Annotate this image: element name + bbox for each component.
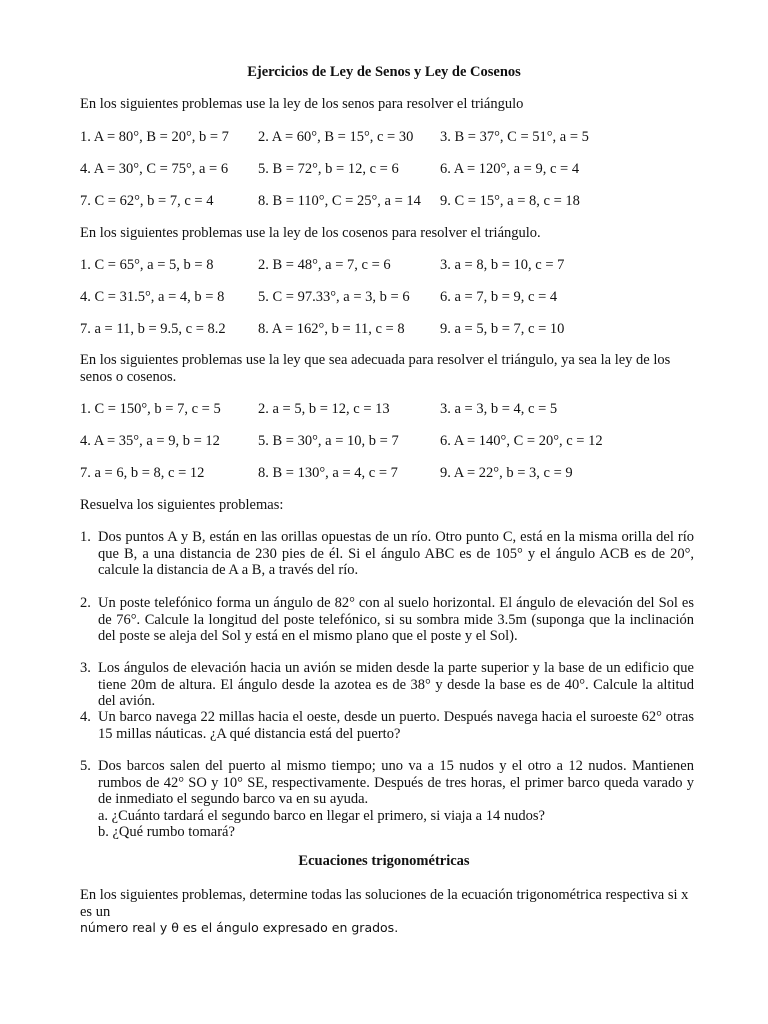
senos-intro: En los siguientes problemas use la ley de los senos para resolver el triángulo <box>80 96 524 112</box>
page-title: Ejercicios de Ley de Senos y Ley de Cosenos <box>247 64 521 80</box>
problem-body: Dos barcos salen del puerto al mismo tiempo; uno va a 15 nudos y el otro a 12 nudos. Mantienen rumbos de 42° SO y 10° SE, respectivamente. Después de tres horas, el primer barco queda varado y de inmediato el segundo barco va en su ayuda. <box>98 758 694 807</box>
exercise: 2. a = 5, b = 12, c = 13 <box>258 401 390 417</box>
senos-row <box>80 129 700 149</box>
problem-item <box>80 595 694 645</box>
problem-text <box>98 758 694 841</box>
exercise: 3. a = 3, b = 4, c = 5 <box>440 401 558 417</box>
exercise: 8. B = 130°, a = 4, c = 7 <box>258 465 398 481</box>
exercise: 7. a = 6, b = 8, c = 12 <box>80 465 205 481</box>
problem-item <box>80 529 694 579</box>
cosenos-row <box>80 321 700 341</box>
exercise: 4. C = 31.5°, a = 4, b = 8 <box>80 289 225 305</box>
problem-item <box>80 758 694 841</box>
ecuaciones-intro-line2: número real y θ es el ángulo expresado en grados. <box>80 920 399 935</box>
cosenos-intro: En los siguientes problemas use la ley de los cosenos para resolver el triángulo. <box>80 225 541 241</box>
exercise: 8. A = 162°, b = 11, c = 8 <box>258 321 405 337</box>
exercise: 6. a = 7, b = 9, c = 4 <box>440 289 558 305</box>
problem-number: 5. <box>80 758 91 774</box>
exercise: 1. A = 80°, B = 20°, b = 7 <box>80 129 229 145</box>
exercise: 4. A = 30°, C = 75°, a = 6 <box>80 161 229 177</box>
problem-text: Un poste telefónico forma un ángulo de 82° con al suelo horizontal. El ángulo de elevación del Sol es de 76°. Calcule la longitud del poste telefónico, si su sombra mide 3.5m (suponga que la inclinación del poste se aleja del Sol y está en el mismo plano que el poste y el Sol). <box>98 595 694 644</box>
exercise: 5. C = 97.33°, a = 3, b = 6 <box>258 289 410 305</box>
sub-question: b. ¿Qué rumbo tomará? <box>98 824 235 840</box>
exercise: 9. C = 15°, a = 8, c = 18 <box>440 193 580 209</box>
problem-text: Un barco navega 22 millas hacia el oeste, desde un puerto. Después navega hacia el suroeste 62° otras 15 millas náuticas. ¿A qué distancia está del puerto? <box>98 709 694 742</box>
problem-number: 1. <box>80 529 91 545</box>
exercise: 3. B = 37°, C = 51°, a = 5 <box>440 129 589 145</box>
exercise: 8. B = 110°, C = 25°, a = 14 <box>258 193 421 209</box>
problem-number: 2. <box>80 595 91 611</box>
senos-row <box>80 193 700 213</box>
problemas-intro: Resuelva los siguientes problemas: <box>80 497 284 513</box>
mixta-row <box>80 401 700 421</box>
problem-text: Dos puntos A y B, están en las orillas opuestas de un río. Otro punto C, está en la misma orilla del río que B, a una distancia de 230 pies de él. Si el ángulo ABC es de 105° y el ángulo ACB es de 20°, calcule la distancia de A a B, a través del río. <box>98 529 694 578</box>
exercise: 9. a = 5, b = 7, c = 10 <box>440 321 565 337</box>
mixta-row <box>80 465 700 485</box>
exercise: 7. a = 11, b = 9.5, c = 8.2 <box>80 321 226 337</box>
exercise: 5. B = 30°, a = 10, b = 7 <box>258 433 399 449</box>
exercise: 4. A = 35°, a = 9, b = 12 <box>80 433 220 449</box>
problem-number: 4. <box>80 709 91 725</box>
problem-item <box>80 709 694 742</box>
cosenos-row <box>80 289 700 309</box>
exercise: 6. A = 140°, C = 20°, c = 12 <box>440 433 603 449</box>
exercise: 6. A = 120°, a = 9, c = 4 <box>440 161 580 177</box>
ecuaciones-intro <box>80 887 694 937</box>
exercise: 1. C = 150°, b = 7, c = 5 <box>80 401 221 417</box>
senos-row <box>80 161 700 181</box>
exercise: 2. A = 60°, B = 15°, c = 30 <box>258 129 414 145</box>
exercise: 3. a = 8, b = 10, c = 7 <box>440 257 565 273</box>
section-title: Ecuaciones trigonométricas <box>298 853 470 869</box>
problem-item <box>80 660 694 710</box>
sub-question: a. ¿Cuánto tardará el segundo barco en llegar el primero, si viaja a 14 nudos? <box>98 807 545 824</box>
mixta-row <box>80 433 700 453</box>
mixta-intro: En los siguientes problemas use la ley que sea adecuada para resolver el triángulo, ya sea la ley de los senos o cosenos. <box>80 352 671 385</box>
exercise: 2. B = 48°, a = 7, c = 6 <box>258 257 391 273</box>
exercise: 1. C = 65°, a = 5, b = 8 <box>80 257 214 273</box>
exercise: 9. A = 22°, b = 3, c = 9 <box>440 465 573 481</box>
ecuaciones-intro-line1: En los siguientes problemas, determine todas las soluciones de la ecuación trigonométrica respectiva si x es un <box>80 887 689 920</box>
problem-text: Los ángulos de elevación hacia un avión se miden desde la parte superior y la base de un edificio que tiene 20m de altura. El ángulo desde la azotea es de 38° y desde la base es de 40°. Calcule la altitud del avión. <box>98 660 694 709</box>
cosenos-row <box>80 257 700 277</box>
exercise: 7. C = 62°, b = 7, c = 4 <box>80 193 214 209</box>
exercise: 5. B = 72°, b = 12, c = 6 <box>258 161 399 177</box>
problem-number: 3. <box>80 660 91 676</box>
